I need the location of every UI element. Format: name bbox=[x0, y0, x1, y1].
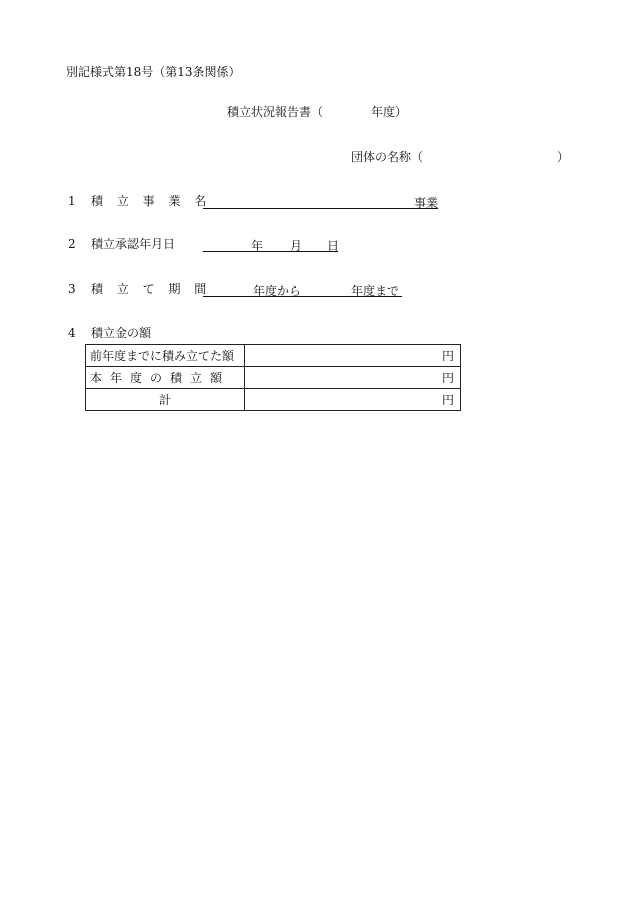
item-2-label: 積立承認年月日 bbox=[91, 237, 176, 251]
title-suffix: 年度） bbox=[371, 105, 408, 119]
row-label: 本年度の積立額 bbox=[86, 367, 245, 389]
amount-cell[interactable]: 円 bbox=[245, 345, 461, 367]
item-1-label: 積 立 事 業 名 bbox=[91, 194, 212, 208]
title-prefix: 積立状況報告書（ bbox=[227, 105, 324, 119]
item-4-label: 積立金の額 bbox=[91, 326, 152, 340]
document-title bbox=[227, 106, 407, 118]
row-label: 前年度までに積み立てた額 bbox=[86, 345, 245, 367]
row-label: 計 bbox=[86, 389, 245, 411]
table-row bbox=[86, 389, 461, 411]
day-label: 日 bbox=[327, 239, 340, 253]
item-3-label: 積 立 て 期 間 bbox=[91, 282, 212, 296]
year-label: 年 bbox=[251, 239, 264, 253]
table-row bbox=[86, 345, 461, 367]
project-suffix: 事業 bbox=[413, 196, 438, 210]
organization-name-field bbox=[351, 151, 569, 163]
month-label: 月 bbox=[290, 239, 303, 253]
period-from-label: 年度から bbox=[253, 284, 302, 298]
approval-date-field[interactable] bbox=[203, 237, 338, 252]
period-field[interactable] bbox=[203, 282, 402, 297]
form-number-label: 別記様式第18号（第13条関係） bbox=[66, 65, 241, 79]
amounts-table bbox=[85, 344, 461, 411]
item-4-number: 4 bbox=[68, 326, 76, 340]
period-to-label: 年度まで bbox=[351, 284, 400, 298]
table-row bbox=[86, 367, 461, 389]
item-1-number: 1 bbox=[68, 194, 76, 208]
org-name-prefix: 団体の名称（ bbox=[351, 150, 424, 164]
org-name-suffix: ） bbox=[557, 150, 570, 164]
item-2-number: 2 bbox=[68, 237, 76, 251]
amount-cell[interactable]: 円 bbox=[245, 367, 461, 389]
amount-cell[interactable]: 円 bbox=[245, 389, 461, 411]
item-3-number: 3 bbox=[68, 282, 76, 296]
project-name-field[interactable] bbox=[203, 194, 438, 209]
